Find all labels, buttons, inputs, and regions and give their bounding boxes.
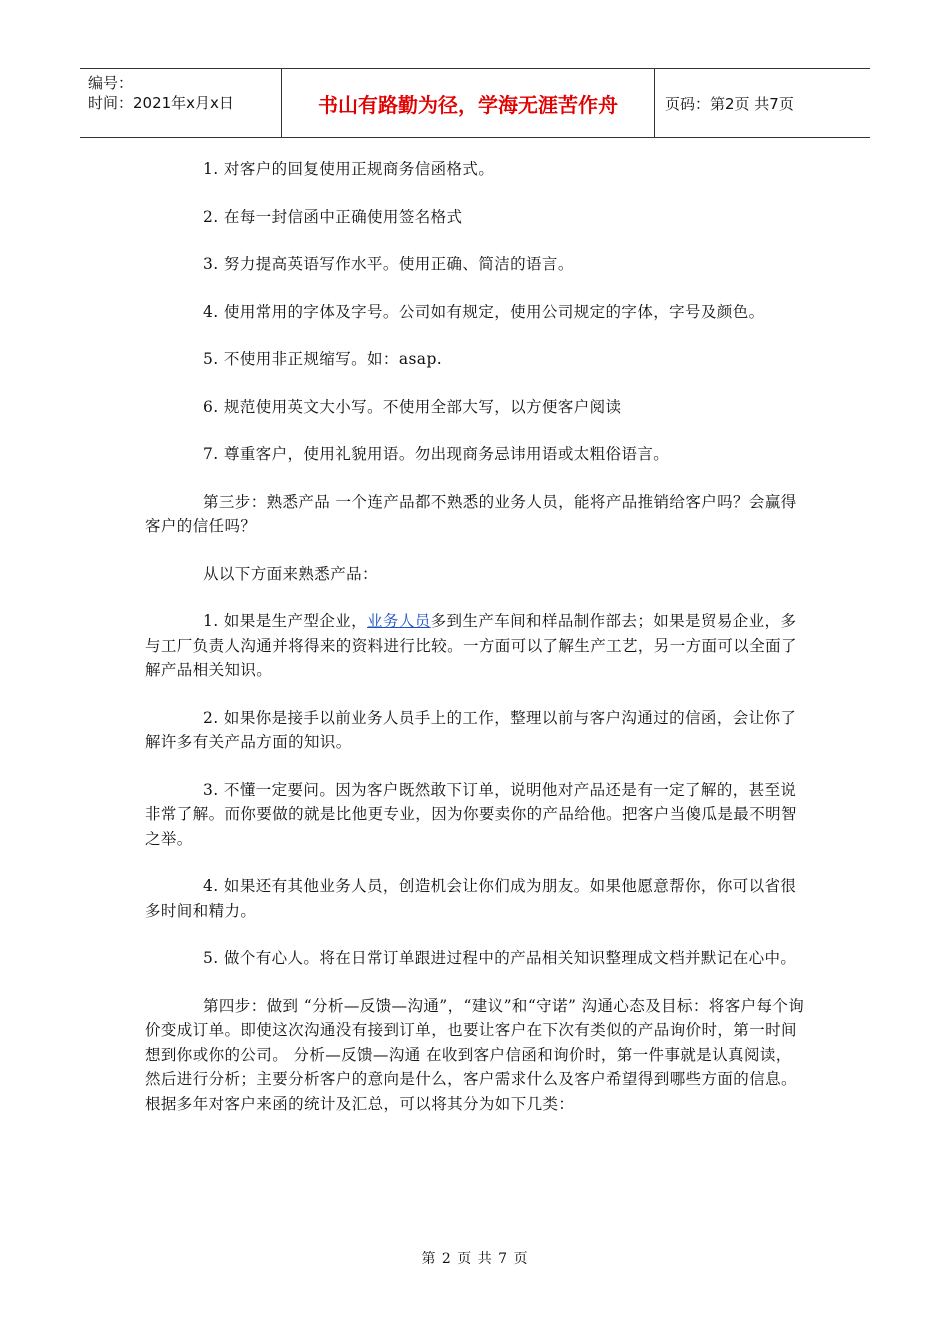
salesperson-link[interactable]: 业务人员 <box>367 612 431 630</box>
list2-item <box>145 609 807 683</box>
list2-item1-before: 1. 如果是生产型企业， <box>203 612 368 630</box>
list2-item: 3. 不懂一定要问。因为客户既然敢下订单，说明他对产品还是有一定了解的，甚至说非常了解。而你要做的就是比他更专业，因为你要卖你的产品给他。把客户当傻瓜是最不明智之举。 <box>145 780 797 848</box>
list1-item: 5. 不使用非正规缩写。如：asap. <box>203 350 443 368</box>
list2-item1-after: 多到生产车间和样品制作部去；如果是贸易企业，多与工厂负责人沟通并将得来的资料进行比较。一方面可以了解生产工艺，另一方面可以全面了解产品相关知识。 <box>145 612 797 679</box>
list2-item: 2. 如果你是接手以前业务人员手上的工作，整理以前与客户沟通过的信函，会让你了解许多有关产品方面的知识。 <box>145 708 797 751</box>
header-page-number: 页码：第2页 共7页 <box>665 94 794 113</box>
number-label: 编号： <box>88 74 134 92</box>
list1-item: 3. 努力提高英语写作水平。使用正确、简洁的语言。 <box>203 255 574 273</box>
document-body <box>145 157 807 1139</box>
list2-item: 5. 做个有心人。将在日常订单跟进过程中的产品相关知识整理成文档并默记在心中。 <box>203 949 797 967</box>
list2-item: 4. 如果还有其他业务人员，创造机会让你们成为朋友。如果他愿意帮你，你可以省很多时间和精力。 <box>145 877 797 920</box>
header-meta <box>80 69 282 137</box>
header-motto: 书山有路勤为径，学海无涯苦作舟 <box>282 69 655 137</box>
list1-item: 7. 尊重客户，使用礼貌用语。勿出现商务忌讳用语或太粗俗语言。 <box>203 445 670 463</box>
time-label: 时间：2021年x月x日 <box>88 94 234 112</box>
list1-item: 4. 使用常用的字体及字号。公司如有规定，使用公司规定的字体，字号及颜色。 <box>203 302 765 321</box>
page-footer: 第 2 页 共 7 页 <box>421 1251 529 1267</box>
page-header <box>80 68 870 138</box>
step4-paragraph: 第四步：做到 “分析—反馈—沟通”，“建议”和“守诺” 沟通心态及目标：将客户每个询价变成订单。即使这次沟通没有接到订单，也要让客户在下次有类似的产品询价时，第一时间想到你或你的公司。 分析—反馈—沟通 在收到客户信函和询价时，第一件事就是认真阅读，然后进行分析；主要分析客户的意向是什么，客户需求什么及客户希望得到哪些方面的信息。 根据多年对客户来函的统计及汇总，可以将其分为如下几类： <box>145 996 805 1113</box>
step3-paragraph: 第三步：熟悉产品 一个连产品都不熟悉的业务人员，能将产品推销给客户吗？会赢得客户的信任吗？ <box>145 492 797 535</box>
list1-item: 2. 在每一封信函中正确使用签名格式 <box>203 207 463 226</box>
intro-paragraph: 从以下方面来熟悉产品： <box>203 564 378 583</box>
list1-item: 6. 规范使用英文大小写。不使用全部大写，以方便客户阅读 <box>203 397 622 416</box>
list1-item: 1. 对客户的回复使用正规商务信函格式。 <box>203 160 495 178</box>
